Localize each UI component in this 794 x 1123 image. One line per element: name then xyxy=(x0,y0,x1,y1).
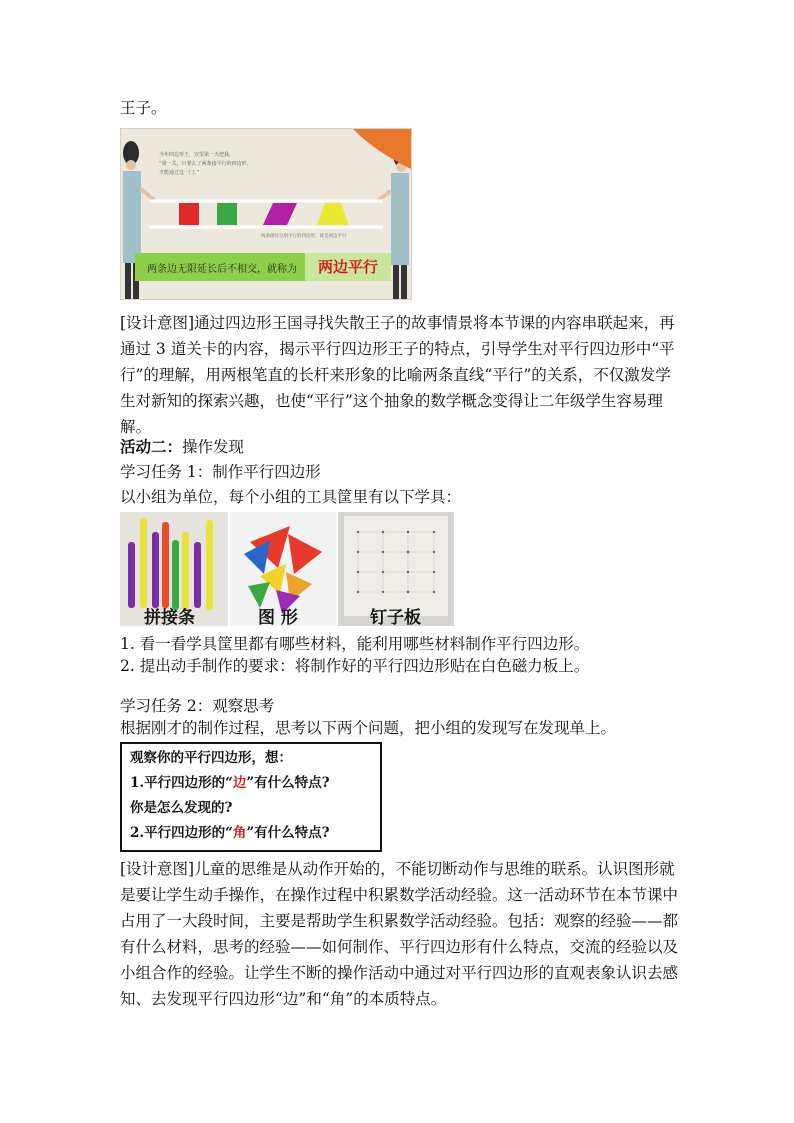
story-note: 两条接边分别平行的四边形，就是两边平行 xyxy=(261,234,347,239)
question-1-prefix: 1.平行四边形的“ xyxy=(130,775,233,791)
question-2-keyword: 角 xyxy=(232,825,247,841)
design-intent-1: [设计意图]通过四边形王国寻找失散王子的故事情景将本节课的内容串联起来，再通过 3 道关卡的内容，揭示平行四边形王子的特点，引导学生对平行四边形中“平行”的理解，用两根笔直的长杆来形象的比喻两条直线“平行”的关系，不仅激发学生对新知的探索兴趣，也使“平行”这个抽象的数学概念变得让二年级学生容易理解。 xyxy=(120,314,675,436)
photo-shapes xyxy=(230,512,336,626)
question-1-keyword: 边 xyxy=(232,775,247,791)
task1-heading: 学习任务 1：制作平行四边形 xyxy=(120,463,321,481)
task2-heading: 学习任务 2：观察思考 xyxy=(120,697,275,715)
step-1: 1. 看一看学具筐里都有哪些材料，能利用哪些材料制作平行四边形。 xyxy=(120,635,590,653)
story-illustration xyxy=(120,128,412,300)
question-1-follow: 你是怎么发现的? xyxy=(130,800,233,816)
step-2: 2. 提出动手制作的要求：将制作好的平行四边形贴在白色磁力板上。 xyxy=(120,657,590,675)
question-2 xyxy=(130,821,372,846)
design-intent-2: [设计意图]儿童的思维是从动作开始的，不能切断动作与思维的联系。认识图形就是要让学生动手操作，在操作过程中积累数学活动经验。这一活动环节在本节课中占用了一大段时间，主要是帮助学生积累数学活动经验。包括：观察的经验——都有什么材料，思考的经验——如何制作、平行四边形有什么特点，交流的经验以及小组合作的经验。让学生不断的操作活动中通过对平行四边形的直观表象认识去感知、去发现平行四边形“边”和“角”的本质特点。 xyxy=(120,860,679,1008)
activity-label: 活动二： xyxy=(120,437,183,456)
photo-geoboard xyxy=(338,512,454,626)
story-text-line: 今年四边形王，宫里第一天把我， xyxy=(159,152,235,158)
definition-banner xyxy=(135,253,391,281)
supply-label: 钉子板 xyxy=(370,608,421,626)
photo-connecting-strips xyxy=(120,512,228,626)
story-text-line: “第一关，只要么了两条接平行的四边形， xyxy=(159,161,252,167)
supplies-photos xyxy=(120,512,454,626)
question-box xyxy=(120,742,382,852)
question-1-suffix: ”有什么特点? xyxy=(246,775,330,791)
activity-heading xyxy=(120,437,244,457)
question-1 xyxy=(130,771,372,796)
paragraph-fragment: 王子。 xyxy=(120,99,167,117)
banner-text: 两条边无限延长后不相交，就称为 xyxy=(147,264,297,275)
question-2-suffix: ”有什么特点? xyxy=(246,825,330,841)
question-box-title: 观察你的平行四边形，想： xyxy=(130,750,292,766)
task2-intro: 根据刚才的制作过程，思考以下两个问题，把小组的发现写在发现单上。 xyxy=(120,719,617,737)
supply-label: 图 形 xyxy=(258,608,298,626)
banner-keyword: 两边平行 xyxy=(305,253,391,281)
story-text xyxy=(159,151,252,178)
supply-label: 拼接条 xyxy=(144,608,195,626)
task1-intro: 以小组为单位，每个小组的工具筐里有以下学具： xyxy=(120,488,462,506)
activity-title: 操作发现 xyxy=(182,438,245,456)
story-text-line: 才能通过这一门。” xyxy=(159,170,200,176)
question-2-prefix: 2.平行四边形的“ xyxy=(130,825,233,841)
